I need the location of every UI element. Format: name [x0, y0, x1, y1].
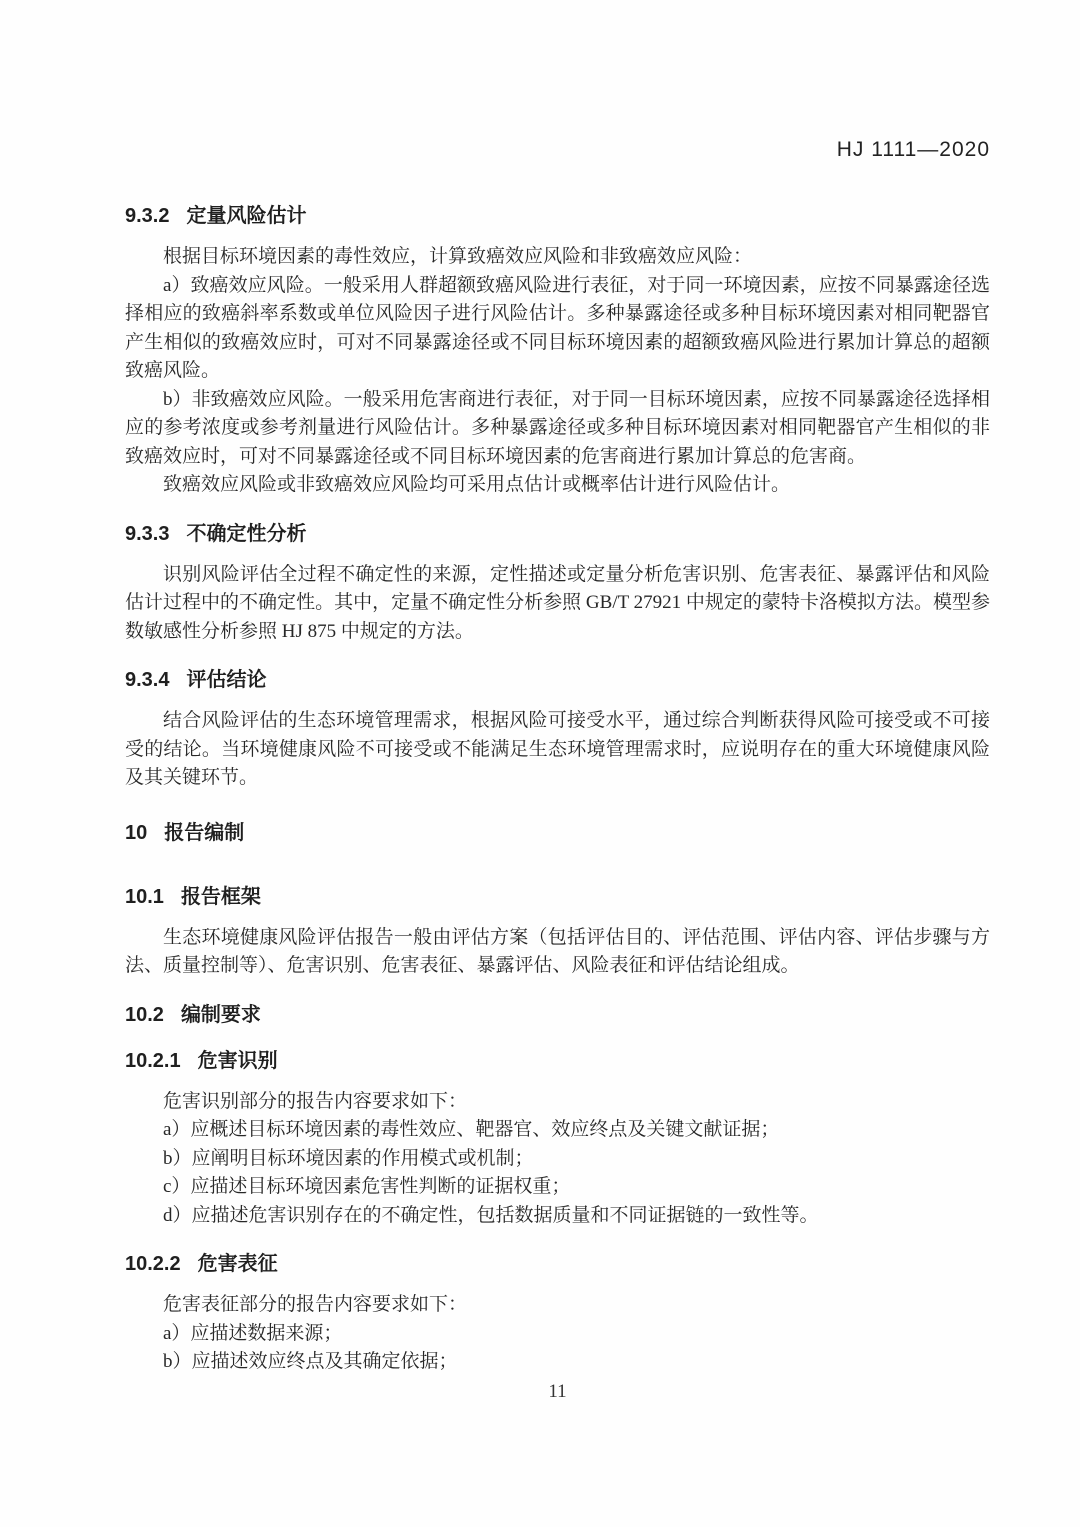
heading-number: 10.2.2 — [125, 1253, 181, 1275]
paragraph-101-body: 生态环境健康风险评估报告一般由评估方案（包括评估目的、评估范围、评估内容、评估步骤与方法、质量控制等）、危害识别、危害表征、暴露评估、风险表征和评估结论组成。 — [125, 926, 990, 976]
paragraph-932-item-a: a）致癌效应风险。一般采用人群超额致癌风险进行表征，对于同一环境因素，应按不同暴露途径选择相应的致癌斜率系数或单位风险因子进行风险估计。多种暴露途径或多种目标环境因素对相同靶器官产生相似的致癌效应时，可对不同暴露途径或不同目标环境因素的超额致癌风险进行累加计算总的超额致癌风险。 — [125, 274, 990, 381]
heading-title: 危害表征 — [197, 1253, 278, 1275]
heading-9-3-3 — [125, 522, 990, 546]
heading-title: 编制要求 — [180, 1003, 261, 1026]
heading-number: 9.3.4 — [125, 669, 170, 691]
heading-number: 10.2.1 — [125, 1049, 181, 1072]
heading-10 — [125, 821, 990, 845]
heading-title: 报告框架 — [180, 885, 261, 908]
heading-number: 10 — [125, 821, 148, 844]
heading-title: 危害识别 — [197, 1049, 278, 1072]
doc-footer — [125, 1381, 990, 1403]
list-item-1021-d: d）应描述危害识别存在的不确定性，包括数据质量和不同证据链的一致性等。 — [163, 1204, 819, 1226]
heading-9-3-4 — [125, 668, 990, 692]
page-number: 11 — [548, 1381, 567, 1402]
page-content — [125, 204, 990, 1377]
heading-9-3-2 — [125, 204, 990, 228]
heading-number: 10.1 — [125, 885, 164, 908]
heading-10-2-2 — [125, 1252, 990, 1276]
list-item-1021-b: b）应阐明目标环境因素的作用模式或机制； — [163, 1147, 534, 1169]
paragraph-932-item-b: b）非致癌效应风险。一般采用危害商进行表征，对于同一目标环境因素，应按不同暴露途径选择相应的参考浓度或参考剂量进行风险估计。多种暴露途径或多种目标环境因素对相同靶器官产生相似的非致癌效应时，可对不同暴露途径或不同目标环境因素的危害商进行累加计算总的危害商。 — [125, 388, 990, 467]
heading-10-2-1 — [125, 1049, 990, 1073]
paragraph-934-body: 结合风险评估的生态环境管理需求，根据风险可接受水平，通过综合判断获得风险可接受或不可接受的结论。当环境健康风险不可接受或不能满足生态环境管理需求时，应说明存在的重大环境健康风险及其关键环节。 — [125, 710, 990, 788]
heading-title: 报告编制 — [164, 821, 245, 844]
paragraph-1021-intro: 危害识别部分的报告内容要求如下： — [163, 1090, 468, 1112]
doc-header — [125, 138, 990, 162]
heading-title: 不确定性分析 — [186, 522, 307, 545]
heading-number: 9.3.3 — [125, 522, 170, 545]
heading-number: 10.2 — [125, 1003, 164, 1026]
list-item-1021-a: a）应概述目标环境因素的毒性效应、靶器官、效应终点及关键文献证据； — [163, 1119, 780, 1140]
heading-number: 9.3.2 — [125, 205, 170, 227]
list-item-1021-c: c）应描述目标环境因素危害性判断的证据权重； — [163, 1176, 571, 1197]
heading-title: 定量风险估计 — [186, 205, 307, 227]
heading-title: 评估结论 — [186, 669, 267, 691]
paragraph-932-intro: 根据目标环境因素的毒性效应，计算致癌效应风险和非致癌效应风险： — [163, 246, 753, 267]
paragraph-933-body: 识别风险评估全过程不确定性的来源，定性描述或定量分析危害识别、危害表征、暴露评估和风险估计过程中的不确定性。其中，定量不确定性分析参照 GB/T 27921 中规定的蒙特卡洛模拟方法。模型参数敏感性分析参照 HJ 875 中规定的方法。 — [125, 563, 990, 642]
paragraph-932-closing: 致癌效应风险或非致癌效应风险均可采用点估计或概率估计进行风险估计。 — [163, 474, 791, 495]
heading-10-1 — [125, 885, 990, 909]
list-item-1022-a: a）应描述数据来源； — [163, 1322, 343, 1344]
list-item-1022-b: b）应描述效应终点及其确定依据； — [163, 1351, 458, 1372]
paragraph-1022-intro: 危害表征部分的报告内容要求如下： — [163, 1294, 468, 1315]
standard-code: HJ 1111—2020 — [836, 138, 990, 161]
heading-10-2 — [125, 1003, 990, 1027]
